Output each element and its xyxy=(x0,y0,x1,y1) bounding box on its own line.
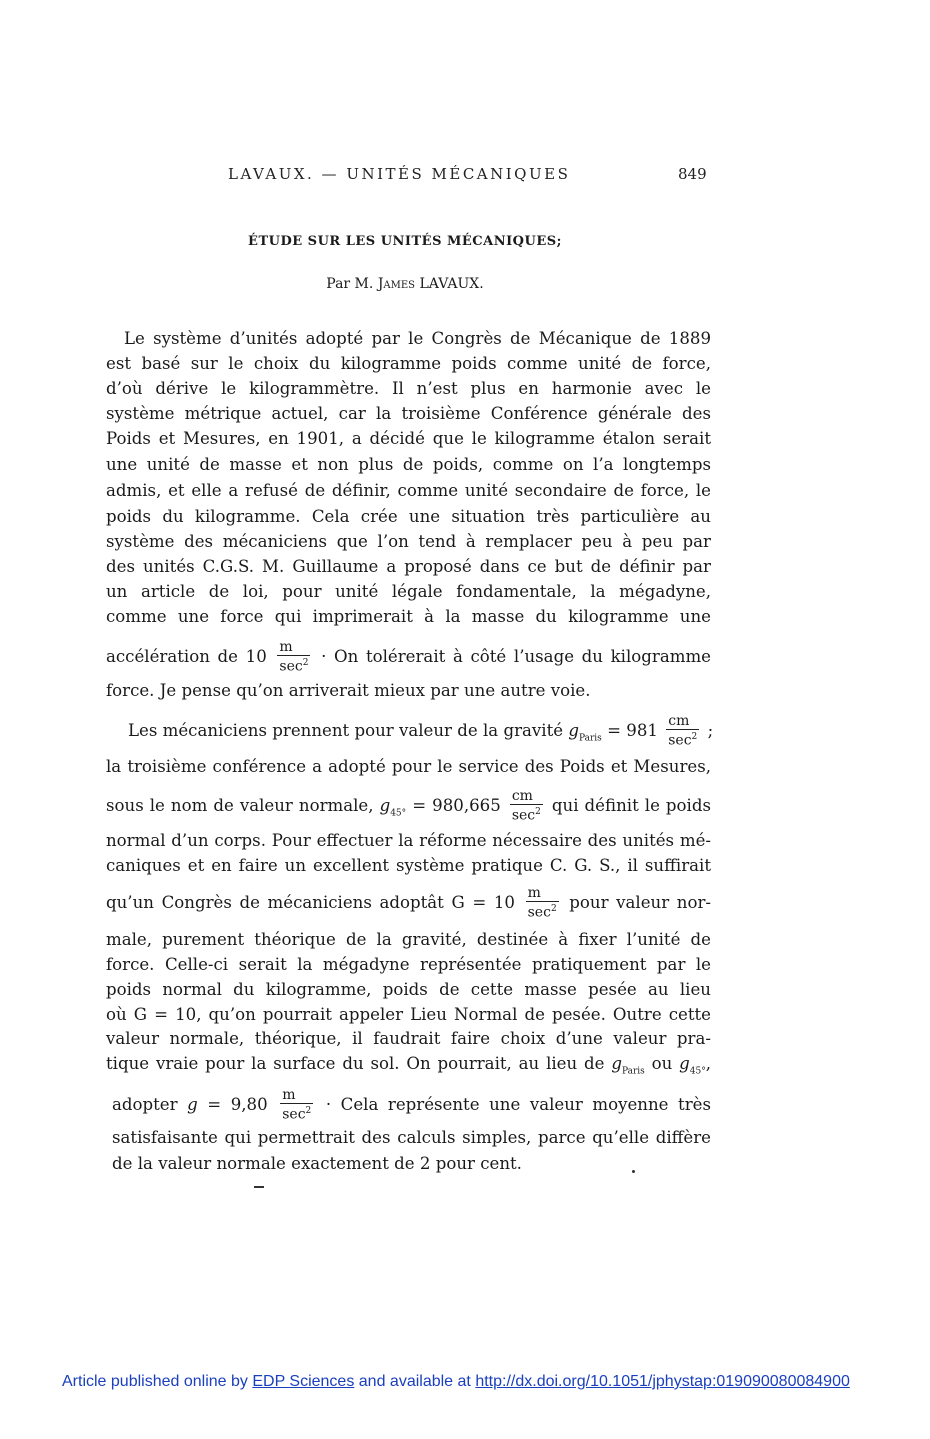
text-span: tique vraie pour la surface du sol. On pourrait, au lieu de xyxy=(106,1054,605,1073)
text-span: Les mécaniciens prennent pour valeur de la gravité xyxy=(128,720,564,740)
text-line-with-symbols xyxy=(106,1051,711,1084)
text-line: Poids et Mesures, en 1901, a décidé que le kilogramme étalon serait xyxy=(106,429,711,448)
fraction-denominator xyxy=(280,1104,313,1123)
text-line-with-fraction xyxy=(106,789,711,826)
exponent: 2 xyxy=(691,732,698,742)
author-prefix: Par M. xyxy=(326,276,374,292)
fraction xyxy=(666,714,699,749)
gravity-symbol xyxy=(379,795,407,819)
fraction-denominator xyxy=(277,656,310,675)
symbol-g: g xyxy=(187,1094,198,1114)
article-title: ÉTUDE SUR LES UNITÉS MÉCANIQUES; xyxy=(248,234,562,249)
text-span: accélération de 10 xyxy=(106,646,267,666)
symbol-subscript: Paris xyxy=(578,733,602,744)
text-line: une unité de masse et non plus de poids, comme on l’a longtemps xyxy=(106,455,711,474)
ink-speck xyxy=(254,1186,264,1188)
text-span: · On tolérerait à côté l’usage du kilogramme xyxy=(321,646,712,666)
fraction xyxy=(510,789,543,824)
text-line: caniques et en faire un excellent système pratique C. G. S., il suffirait xyxy=(106,856,711,875)
text-line: système métrique actuel, car la troisième Conférence générale des xyxy=(106,404,711,423)
text-line: admis, et elle a refusé de définir, comme unité secondaire de force, le xyxy=(106,481,711,500)
gravity-symbol xyxy=(568,720,602,744)
text-span: qui définit le poids xyxy=(551,795,711,815)
text-line: comme une force qui imprimerait à la masse du kilogramme une xyxy=(106,607,711,626)
page-number: 849 xyxy=(678,165,707,183)
fraction xyxy=(526,886,559,921)
text-span: ; xyxy=(707,720,714,740)
footer-notice xyxy=(62,1373,850,1391)
symbol-subscript: Paris xyxy=(621,1066,645,1077)
denominator-text: sec xyxy=(527,904,551,921)
symbol-g: g xyxy=(679,1054,690,1073)
symbol-g: g xyxy=(379,795,391,815)
text-line: d’où dérive le kilogrammètre. Il n’est plus en harmonie avec le xyxy=(106,379,711,398)
fraction-denominator xyxy=(526,902,559,921)
doi-link[interactable]: http://dx.doi.org/10.1051/jphystap:019090080084900 xyxy=(475,1373,850,1390)
text-span: sous le nom de valeur normale, xyxy=(106,795,374,815)
text-line-with-fraction xyxy=(106,886,711,921)
fraction-numerator: m xyxy=(526,886,559,902)
footer-middle: and available at xyxy=(358,1373,471,1390)
fraction-numerator: m xyxy=(280,1088,313,1104)
text-line: système des mécaniciens que l’on tend à remplacer peu à peu par xyxy=(106,532,711,551)
text-line: est basé sur le choix du kilogramme poids comme unité de force, xyxy=(106,354,711,373)
publisher-link[interactable]: EDP Sciences xyxy=(252,1373,355,1390)
exponent: 2 xyxy=(550,904,557,914)
text-line: où G = 10, qu’on pourrait appeler Lieu Normal de pesée. Outre cette xyxy=(106,1005,711,1024)
text-line: male, purement théorique de la gravité, destinée à fixer l’unité de xyxy=(106,930,711,949)
denominator-text: sec xyxy=(511,807,536,824)
symbol-subscript: 45° xyxy=(390,808,407,819)
denominator-text: sec xyxy=(282,1106,306,1123)
fraction-numerator: cm xyxy=(510,789,543,805)
symbol-g: g xyxy=(611,1054,622,1073)
symbol-subscript: 45° xyxy=(689,1066,706,1077)
author-first-name: James xyxy=(377,276,416,292)
fraction-numerator: cm xyxy=(666,714,699,730)
author-last-name: LAVAUX. xyxy=(419,276,484,292)
fraction-denominator xyxy=(510,805,543,824)
fraction xyxy=(277,640,310,675)
text-span: ou xyxy=(651,1054,673,1073)
text-line-with-fraction xyxy=(128,713,714,751)
text-line-with-fraction xyxy=(106,640,711,675)
text-span: · Cela représente une valeur moyenne très xyxy=(325,1094,711,1114)
text-span: = 980,665 xyxy=(412,795,501,815)
denominator-text: sec xyxy=(279,658,303,675)
text-line: satisfaisante qui permettrait des calculs simples, parce qu’elle diffère xyxy=(112,1128,711,1147)
text-span: pour valeur nor- xyxy=(569,892,711,912)
text-line-with-fraction xyxy=(112,1088,711,1123)
text-line: poids du kilogramme. Cela crée une situation très particulière au xyxy=(106,507,711,526)
text-span: qu’un Congrès de mécaniciens adoptât G = 10 xyxy=(106,892,515,912)
text-span: , xyxy=(705,1054,712,1073)
text-line: valeur normale, théorique, il faudrait faire choix d’une valeur pra- xyxy=(106,1029,711,1048)
exponent: 2 xyxy=(535,807,541,817)
footer-prefix: Article published online by xyxy=(62,1373,248,1390)
gravity-symbol xyxy=(611,1054,645,1077)
running-header: LAVAUX. — UNITÉS MÉCANIQUES xyxy=(228,165,571,183)
text-span: = 9,80 xyxy=(207,1094,268,1114)
text-line: Le système d’unités adopté par le Congrès de Mécanique de 1889 xyxy=(124,329,711,348)
text-line: de la valeur normale exactement de 2 pour cent. xyxy=(112,1154,522,1173)
fraction xyxy=(280,1088,313,1123)
text-line: la troisième conférence a adopté pour le service des Poids et Mesures, xyxy=(106,757,711,776)
text-span: adopter xyxy=(112,1094,178,1114)
text-line: poids normal du kilogramme, poids de cette masse pesée au lieu xyxy=(106,980,711,999)
text-line: force. Celle-ci serait la mégadyne représentée pratiquement par le xyxy=(106,955,711,974)
text-line: force. Je pense qu’on arriverait mieux par une autre voie. xyxy=(106,681,591,700)
gravity-symbol xyxy=(679,1054,712,1077)
text-line: normal d’un corps. Pour effectuer la réforme nécessaire des unités mé- xyxy=(106,831,711,850)
ink-dot xyxy=(632,1170,635,1173)
text-line: un article de loi, pour unité légale fondamentale, la mégadyne, xyxy=(106,582,711,601)
text-span: = 981 xyxy=(607,720,658,740)
fraction-denominator xyxy=(666,730,699,749)
symbol-g: g xyxy=(568,720,579,740)
author-line xyxy=(0,276,810,292)
text-line: des unités C.G.S. M. Guillaume a proposé dans ce but de définir par xyxy=(106,557,711,576)
exponent: 2 xyxy=(305,1106,312,1116)
denominator-text: sec xyxy=(668,732,692,749)
fraction-numerator: m xyxy=(277,640,310,656)
exponent: 2 xyxy=(302,658,309,668)
